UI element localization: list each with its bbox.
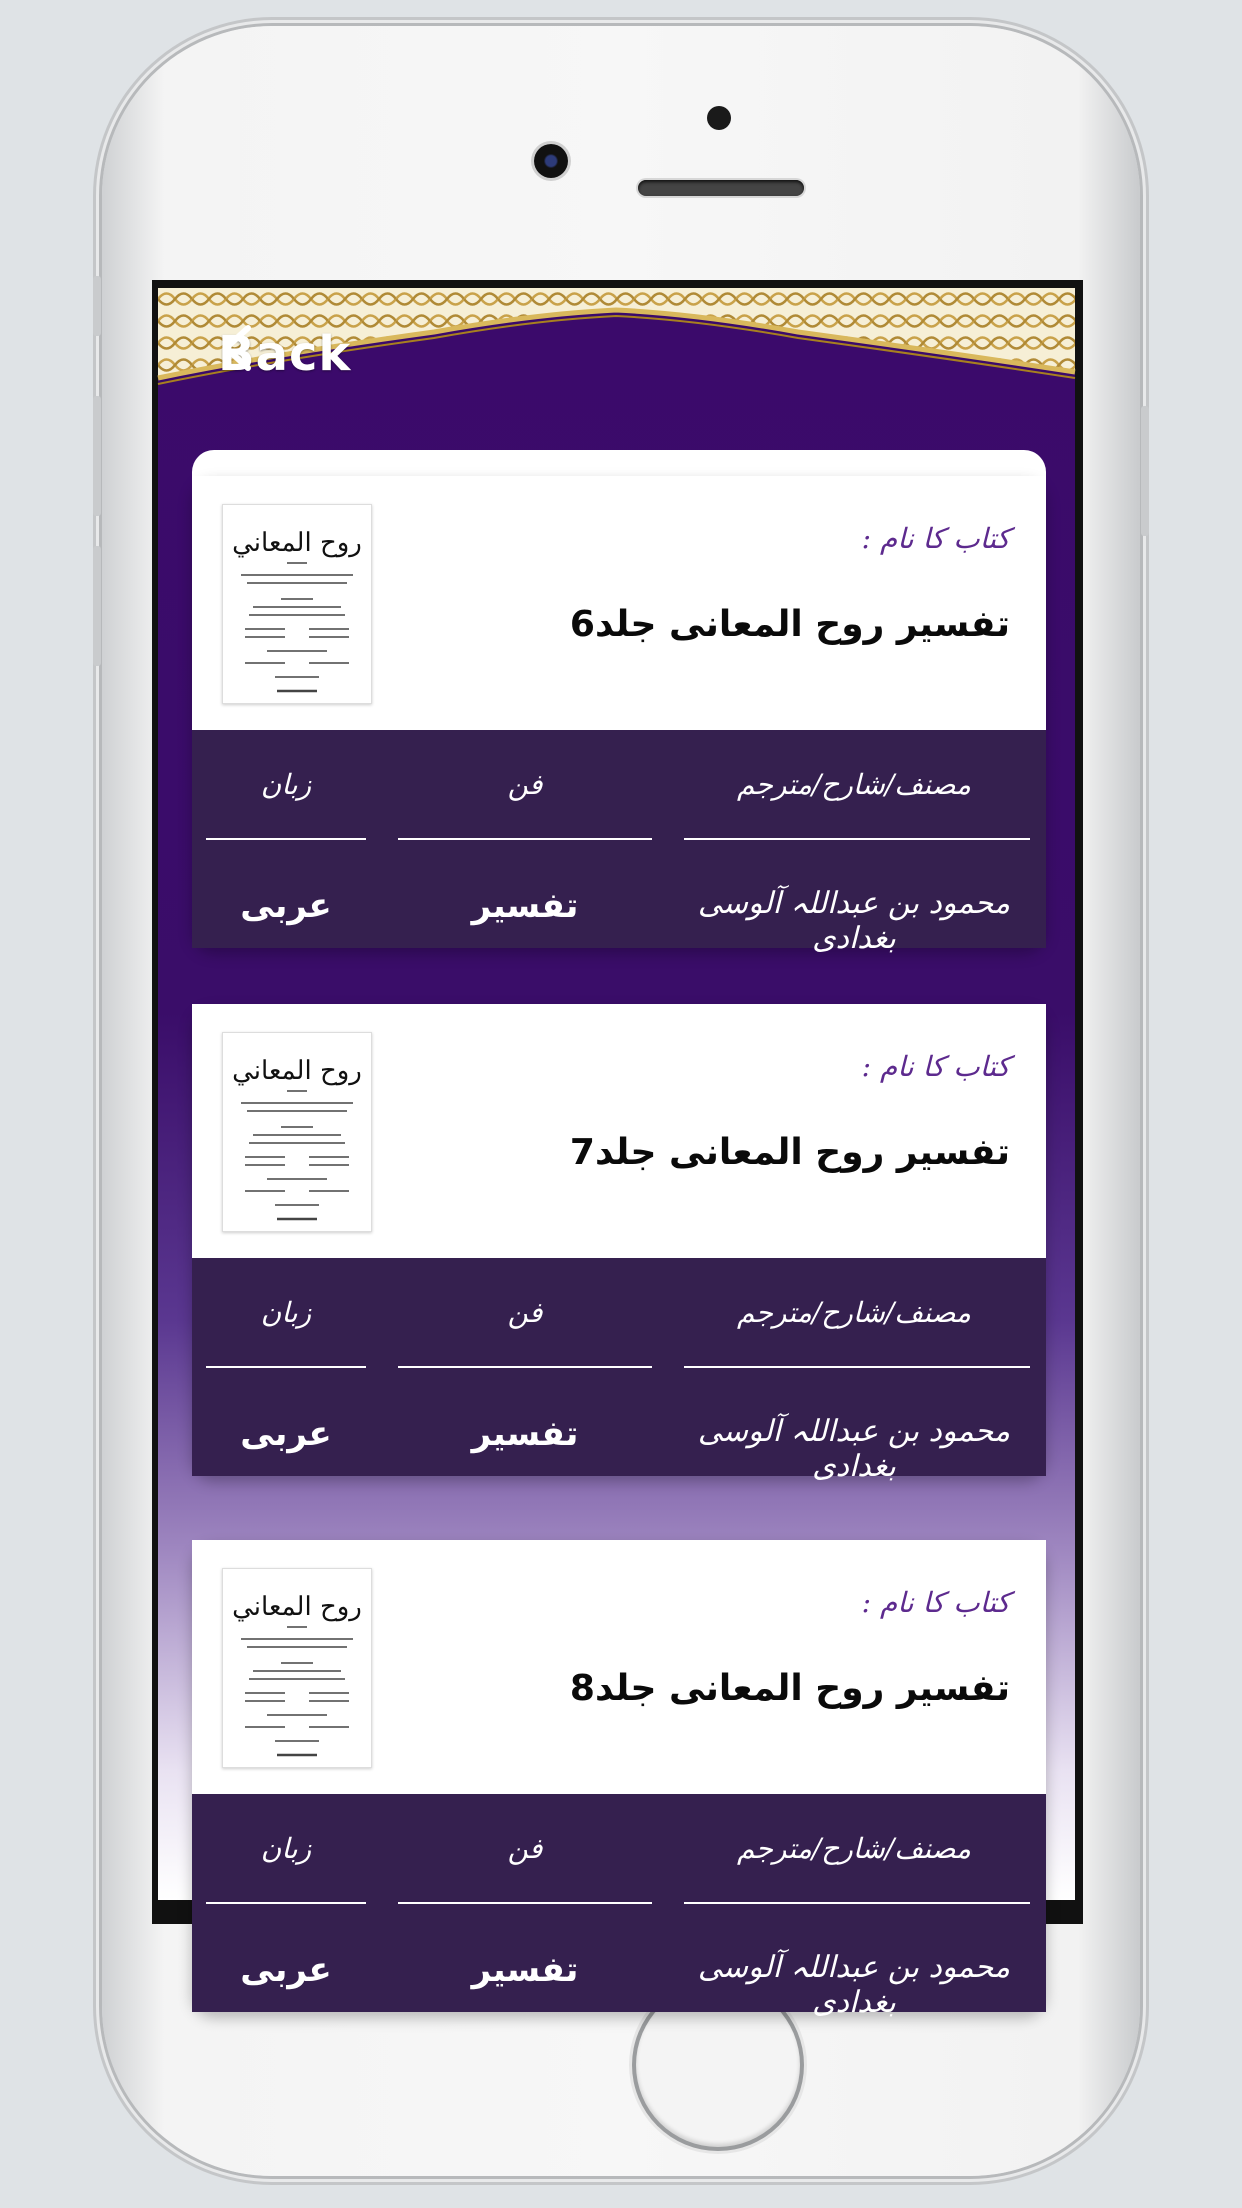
- book-cover-image[interactable]: [222, 1032, 372, 1232]
- language-divider: [206, 838, 366, 840]
- book-card-details: [192, 1258, 1046, 1484]
- chevron-left-icon: [218, 324, 258, 372]
- app-view: [158, 288, 1075, 2020]
- app-header: [158, 288, 1075, 388]
- book-card-header: [192, 476, 1046, 730]
- subject-column-header: فن: [507, 1832, 543, 1865]
- book-cover-image[interactable]: [222, 504, 372, 704]
- subject-divider: [398, 1902, 652, 1904]
- book-card-header: [192, 1004, 1046, 1258]
- front-camera-icon: [534, 144, 568, 178]
- cover-title: روح المعاني: [232, 1592, 362, 1622]
- book-language: عربی: [240, 1950, 332, 1990]
- author-column-header: مصنف/شارح/مترجم: [736, 1296, 971, 1329]
- book-name-label: کتاب کا نام :: [861, 1050, 1010, 1083]
- author-divider: [684, 838, 1030, 840]
- language-divider: [206, 1366, 366, 1368]
- book-name-label: کتاب کا نام :: [861, 1586, 1010, 1619]
- mute-switch: [93, 276, 101, 336]
- cover-title: روح المعاني: [232, 528, 362, 558]
- author-column-header: مصنف/شارح/مترجم: [736, 768, 971, 801]
- subject-divider: [398, 838, 652, 840]
- cover-title: روح المعاني: [232, 1056, 362, 1086]
- proximity-sensor: [707, 106, 731, 130]
- book-title[interactable]: تفسیر روح المعانی جلد6: [569, 604, 1010, 645]
- book-cover-art: [223, 1033, 371, 1231]
- author-column-header: مصنف/شارح/مترجم: [736, 1832, 971, 1865]
- volume-down-button: [93, 546, 101, 666]
- earpiece-speaker: [638, 180, 804, 196]
- book-subject: تفسیر: [471, 1950, 579, 1990]
- language-column-header: زبان: [260, 1832, 312, 1865]
- author-divider: [684, 1902, 1030, 1904]
- book-card-header: [192, 1540, 1046, 1794]
- power-button: [1141, 406, 1149, 536]
- back-button[interactable]: [218, 324, 351, 384]
- author-divider: [684, 1366, 1030, 1368]
- book-subject: تفسیر: [471, 886, 579, 926]
- book-card[interactable]: [192, 1004, 1046, 1484]
- book-title[interactable]: تفسیر روح المعانی جلد8: [569, 1668, 1010, 1709]
- language-column-header: زبان: [260, 768, 312, 801]
- book-card[interactable]: [192, 1540, 1046, 2020]
- book-cover-art: [223, 505, 371, 703]
- language-column-header: زبان: [260, 1296, 312, 1329]
- book-language: عربی: [240, 1414, 332, 1454]
- subject-column-header: فن: [507, 1296, 543, 1329]
- book-card-details: [192, 730, 1046, 956]
- screen: [152, 280, 1083, 2020]
- subject-divider: [398, 1366, 652, 1368]
- back-label: Back: [218, 326, 352, 382]
- book-name-label: کتاب کا نام :: [861, 522, 1010, 555]
- book-author: محمود بن عبداللہ آلوسی بغدادی: [697, 1950, 1011, 2020]
- book-author: محمود بن عبداللہ آلوسی بغدادی: [697, 886, 1011, 956]
- book-card[interactable]: [192, 476, 1046, 956]
- book-subject: تفسیر: [471, 1414, 579, 1454]
- book-author: محمود بن عبداللہ آلوسی بغدادی: [697, 1414, 1011, 1484]
- book-cover-image[interactable]: [222, 1568, 372, 1768]
- book-title[interactable]: تفسیر روح المعانی جلد7: [569, 1132, 1010, 1173]
- book-list[interactable]: [158, 522, 1075, 2020]
- language-divider: [206, 1902, 366, 1904]
- book-language: عربی: [240, 886, 332, 926]
- book-cover-art: [223, 1569, 371, 1767]
- book-card-details: [192, 1794, 1046, 2020]
- volume-up-button: [93, 396, 101, 516]
- subject-column-header: فن: [507, 768, 543, 801]
